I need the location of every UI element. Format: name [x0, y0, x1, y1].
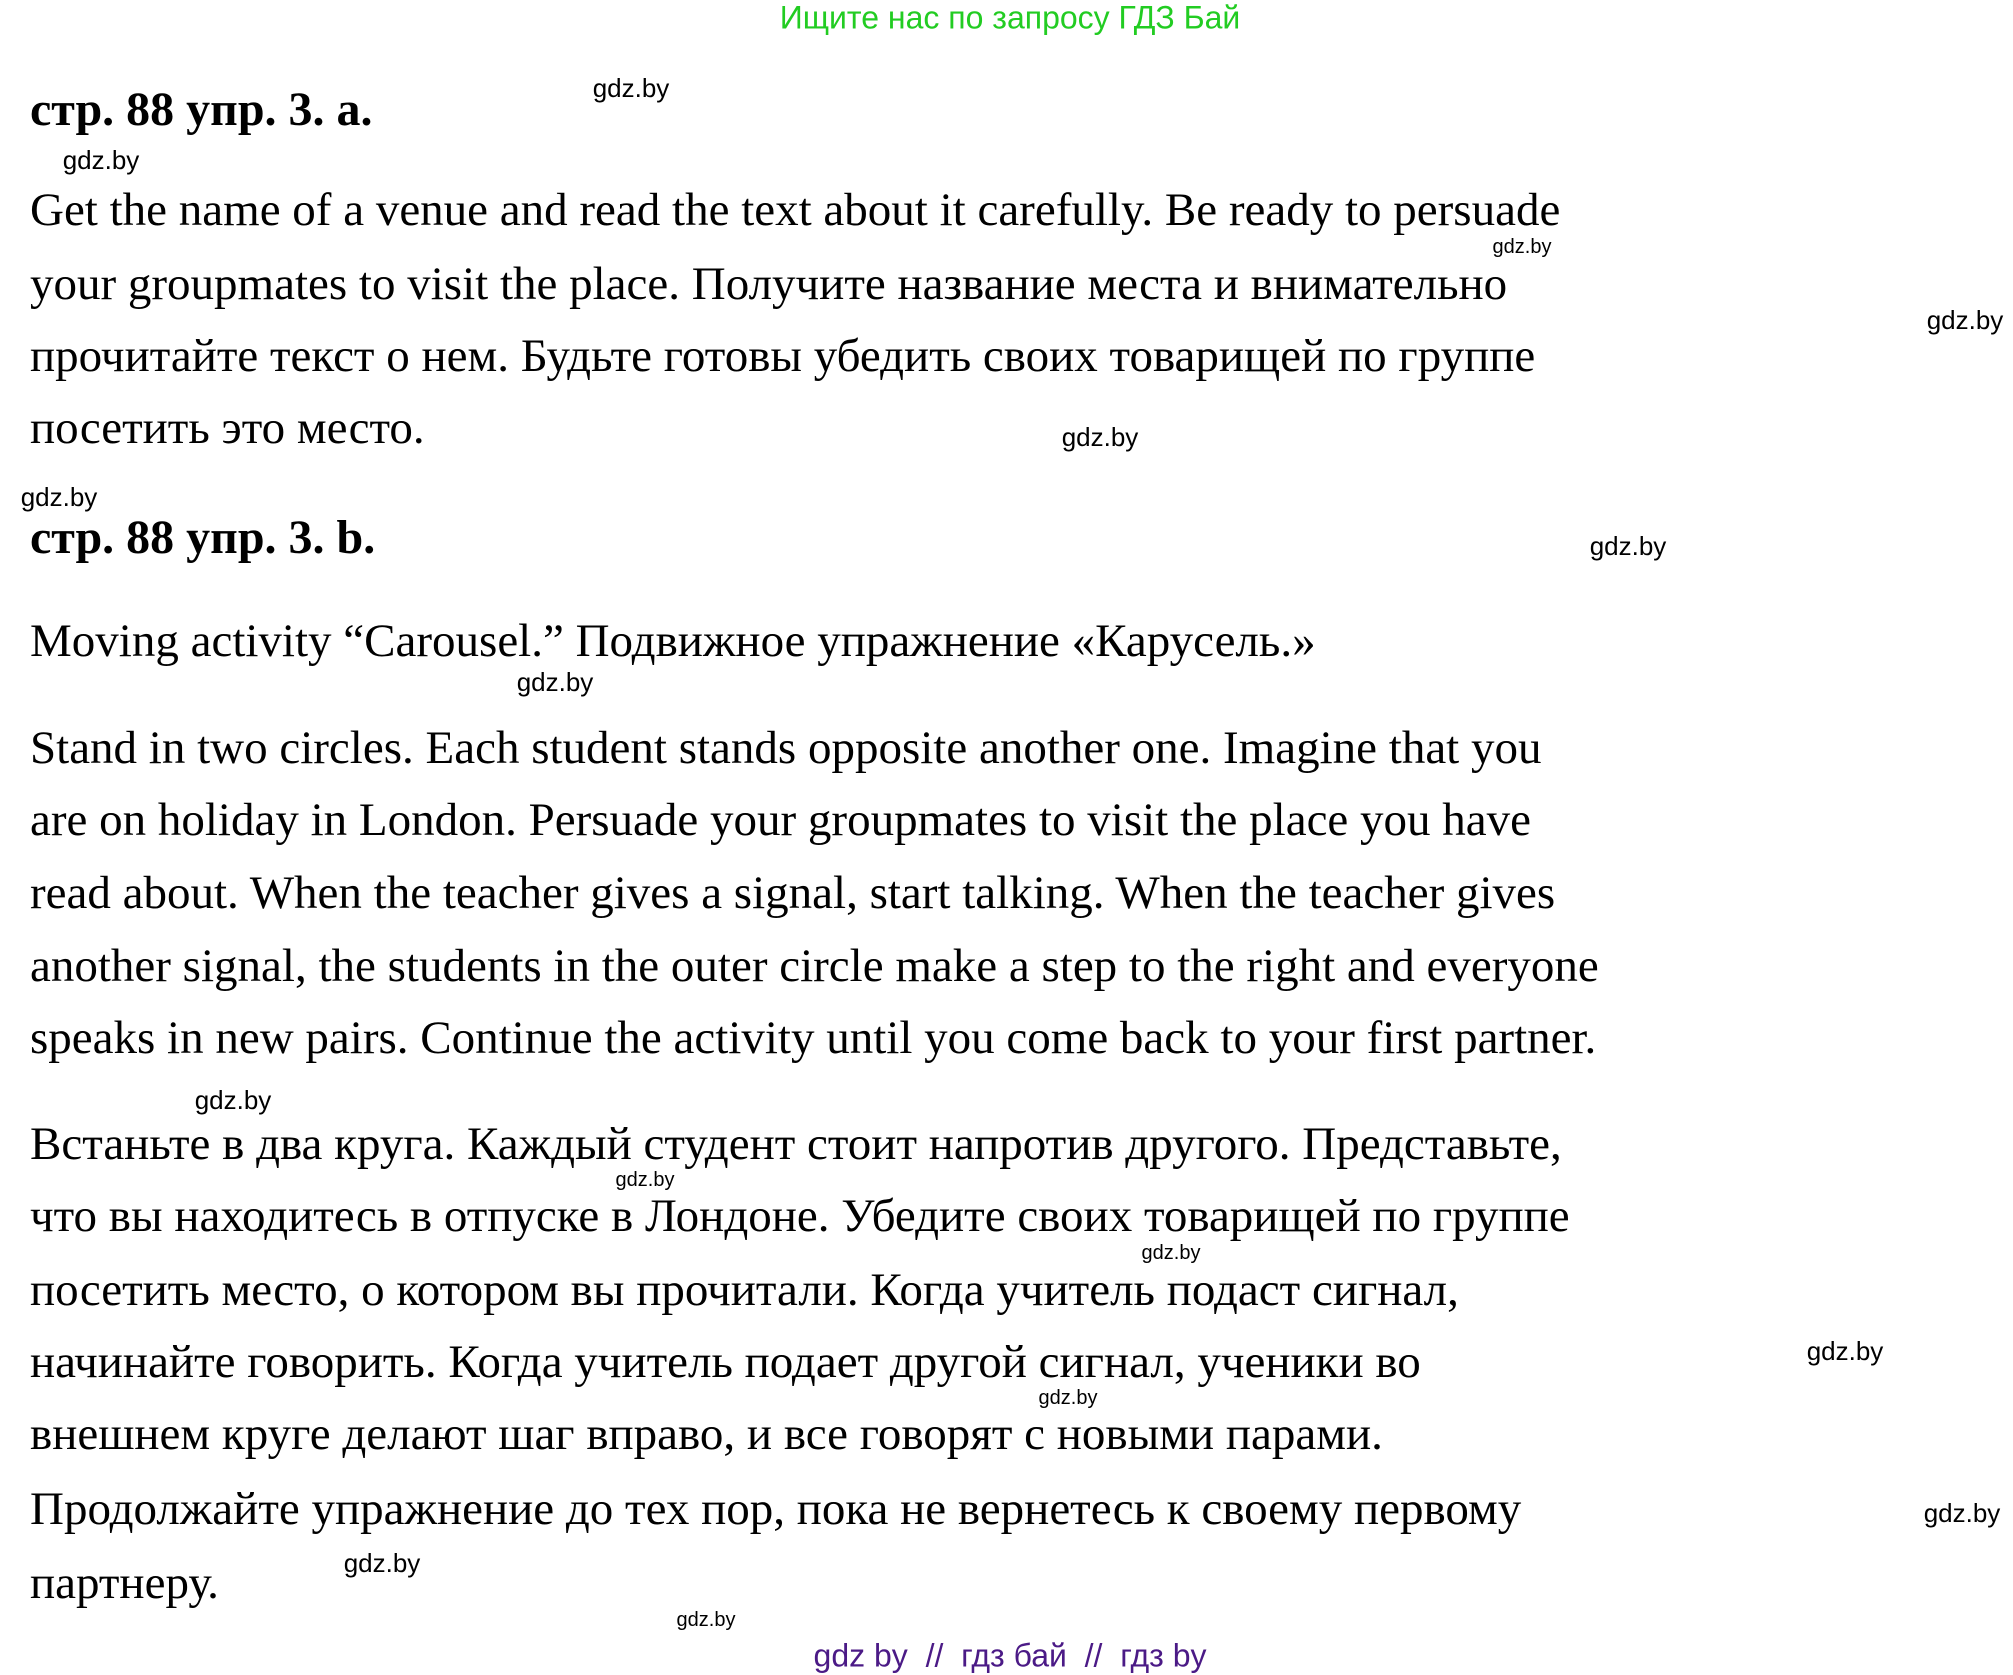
text-line: speaks in new pairs. Continue the activity until you come back to your first partner. — [30, 1012, 1597, 1064]
text-line: Продолжайте упражнение до тех пор, пока не вернетесь к своему первому — [30, 1483, 1522, 1535]
footer-links: gdz by // гдз бай // гдз by — [813, 1637, 1207, 1674]
watermark: gdz.by — [1806, 1336, 1884, 1366]
heading-exercise-3a: стр. 88 упр. 3. а. — [30, 83, 373, 136]
watermark: gdz.by — [1038, 1387, 1098, 1409]
text-line: прочитайте текст о нем. Будьте готовы убедить своих товарищей по группе — [30, 330, 1536, 382]
watermark: gdz.by — [1589, 531, 1667, 561]
text-line: начинайте говорить. Когда учитель подает другой сигнал, ученики во — [30, 1336, 1421, 1388]
watermark: gdz.by — [1061, 422, 1139, 452]
search-banner: Ищите нас по запросу ГДЗ Бай — [779, 0, 1241, 36]
watermark: gdz.by — [1141, 1242, 1201, 1264]
watermark: gdz.by — [1492, 236, 1552, 258]
text-line: Stand in two circles. Each student stands opposite another one. Imagine that you — [30, 722, 1542, 774]
text-line: Встаньте в два круга. Каждый студент стоит напротив другого. Представьте, — [30, 1118, 1562, 1170]
watermark: gdz.by — [592, 73, 670, 103]
text-line: посетить это место. — [30, 402, 425, 454]
watermark: gdz.by — [20, 482, 98, 512]
watermark: gdz.by — [676, 1609, 736, 1631]
watermark: gdz.by — [615, 1169, 675, 1191]
watermark: gdz.by — [516, 667, 594, 697]
text-line: внешнем круге делают шаг вправо, и все говорят с новыми парами. — [30, 1408, 1383, 1460]
watermark: gdz.by — [1926, 305, 2004, 335]
watermark: gdz.by — [62, 145, 140, 175]
text-line: посетить место, о котором вы прочитали. Когда учитель подаст сигнал, — [30, 1264, 1459, 1316]
text-line: read about. When the teacher gives a signal, start talking. When the teacher gives — [30, 867, 1556, 919]
watermark: gdz.by — [343, 1548, 421, 1578]
heading-exercise-3b: стр. 88 упр. 3. b. — [30, 511, 376, 564]
text-line: Get the name of a venue and read the text about it carefully. Be ready to persuade — [30, 184, 1561, 236]
text-line: your groupmates to visit the place. Получите название места и внимательно — [30, 258, 1508, 310]
watermark: gdz.by — [194, 1085, 272, 1115]
text-line: партнеру. — [30, 1557, 219, 1609]
text-line: another signal, the students in the outer circle make a step to the right and everyone — [30, 940, 1599, 992]
watermark: gdz.by — [1923, 1498, 2001, 1528]
text-line: Moving activity “Carousel.” Подвижное упражнение «Карусель.» — [30, 615, 1316, 667]
text-line: are on holiday in London. Persuade your groupmates to visit the place you have — [30, 794, 1532, 846]
text-line: что вы находитесь в отпуске в Лондоне. Убедите своих товарищей по группе — [30, 1190, 1570, 1242]
